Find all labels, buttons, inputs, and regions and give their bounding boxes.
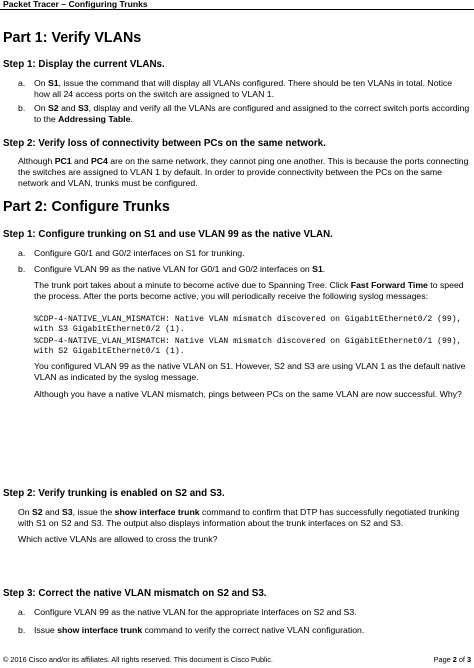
list-text: Configure G0/1 and G0/2 interfaces on S1 for trunking.	[34, 248, 245, 258]
part1-step2-paragraph: Although PC1 and PC4 are on the same network, they cannot ping one another. This is because the ports connecting the switches are assigned to VLAN 1 by default. In order to provide connectivity between the PCs on the same network and VLAN, trunks must be configured.	[18, 156, 469, 188]
list-text: On S1, issue the command that will display all VLANs configured. There should be ten VLANs in total. Notice how all 24 access ports on the switch are assigned to VLAN 1.	[34, 78, 453, 99]
list-text: Configure VLAN 99 as the native VLAN for G0/1 and G0/2 interfaces on S1.	[34, 264, 326, 274]
list-text: Configure VLAN 99 as the native VLAN for the appropriate interfaces on S2 and S3.	[34, 607, 357, 617]
syslog-message-1: %CDP-4-NATIVE_VLAN_MISMATCH: Native VLAN mismatch discovered on GigabitEthernet0/2 (99), with S3 GigabitEthernet0/2 (1).	[34, 315, 462, 334]
part1-heading: Part 1: Verify VLANs	[3, 30, 142, 46]
part2-step1-paragraph-1: The trunk port takes about a minute to become active due to Spanning Tree. Click Fast Forward Time to speed the process. After the ports become active, you will periodically receive the following syslog messages:	[34, 280, 464, 301]
part2-step1-paragraph-2: You configured VLAN 99 as the native VLAN on S1. However, S2 and S3 are using VLAN 1 as the default native VLAN as indicated by the syslog message.	[34, 361, 466, 382]
copyright-notice: © 2016 Cisco and/or its affiliates. All rights reserved. This document is Cisco Public.	[3, 655, 273, 664]
list-label: b.	[18, 264, 26, 274]
list-label: a.	[18, 248, 26, 258]
list-label: a.	[18, 607, 26, 617]
page-number: Page 2 of 3	[433, 655, 471, 664]
part2-heading: Part 2: Configure Trunks	[3, 199, 170, 215]
part1-step2-heading: Step 2: Verify loss of connectivity between PCs on the same network.	[3, 138, 326, 149]
part2-step1-heading: Step 1: Configure trunking on S1 and use VLAN 99 as the native VLAN.	[3, 229, 333, 240]
header-title: Packet Tracer – Configuring Trunks	[3, 0, 148, 9]
syslog-message-2: %CDP-4-NATIVE_VLAN_MISMATCH: Native VLAN mismatch discovered on GigabitEthernet0/1 (99), with S2 GigabitEthernet0/1 (1).	[34, 337, 462, 356]
page-header	[0, 0, 474, 10]
list-label: a.	[18, 78, 26, 88]
part2-step3-heading: Step 3: Correct the native VLAN mismatch on S2 and S3.	[3, 588, 267, 599]
list-label: b.	[18, 103, 26, 113]
part2-step2-question: Which active VLANs are allowed to cross the trunk?	[18, 534, 218, 544]
part2-step1-question: Although you have a native VLAN mismatch, pings between PCs on the same VLAN are now successful. Why?	[34, 389, 462, 399]
list-text: On S2 and S3, display and verify all the VLANs are configured and assigned to the correct switch ports according to the Addressing Table.	[34, 103, 470, 124]
part2-step2-paragraph: On S2 and S3, issue the show interface trunk command to confirm that DTP has successfully negotiated trunking with S1 on S2 and S3. The output also displays information about the trunk interfaces on S2 and S3.	[18, 507, 460, 528]
part2-step2-heading: Step 2: Verify trunking is enabled on S2 and S3.	[3, 488, 225, 499]
list-text: Issue show interface trunk command to verify the correct native VLAN configuration.	[34, 625, 365, 635]
list-label: b.	[18, 625, 26, 635]
part1-step1-heading: Step 1: Display the current VLANs.	[3, 59, 165, 70]
